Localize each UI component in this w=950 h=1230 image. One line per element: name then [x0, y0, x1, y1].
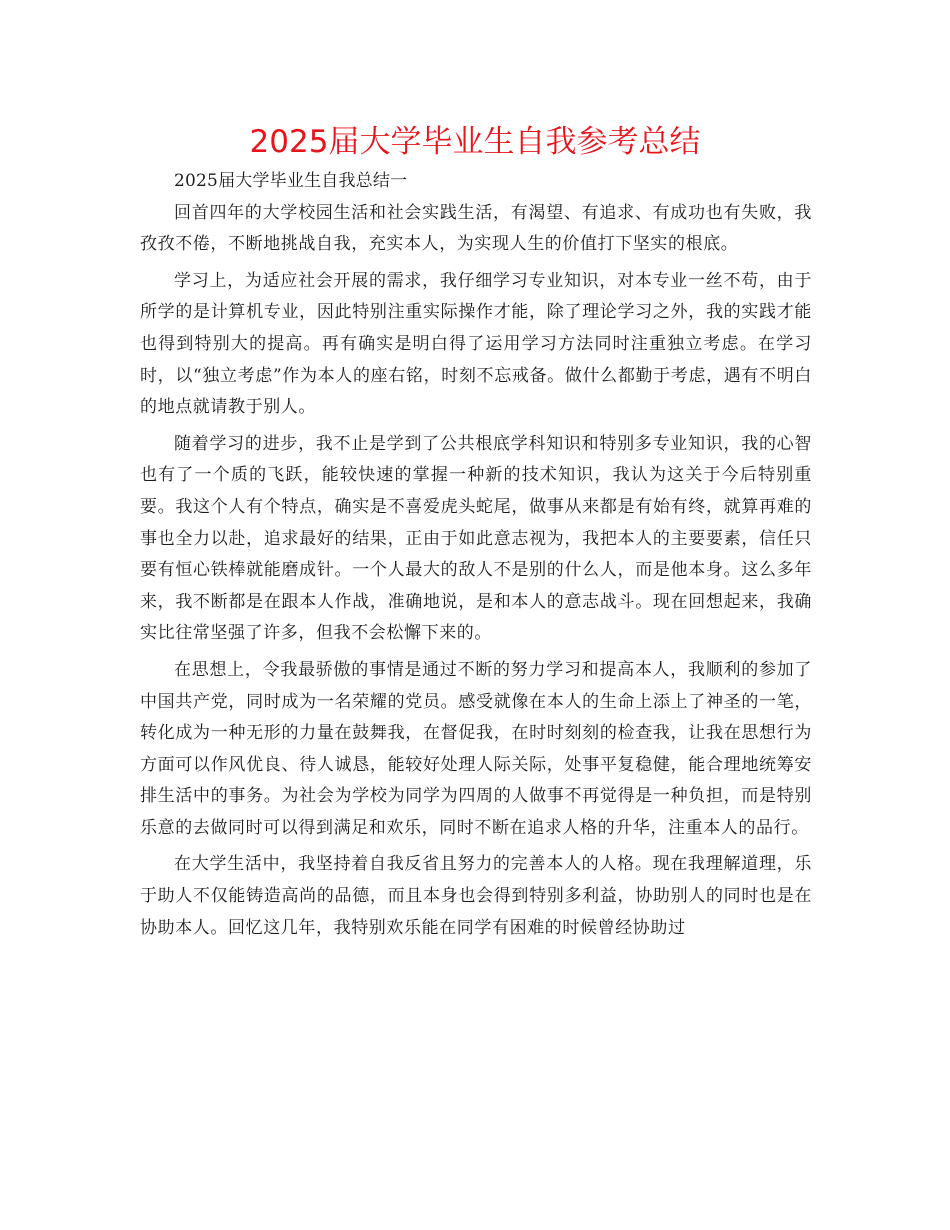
- paragraph-3: 随着学习的进步，我不止是学到了公共根底学科知识和特别多专业知识，我的心智也有了一个质的飞跃，能较快速的掌握一种新的技术知识，我认为这关于今后特别重要。我这个人有个特点，确实是不喜爱虎头蛇尾，做事从来都是有始有终，就算再难的事也全力以赴，追求最好的结果，正由于如此意志视为，我把本人的主要要素，信任只要有恒心铁棒就能磨成针。一个人最大的敌人不是别的什么人，而是他本身。这么多年来，我不断都是在跟本人作战，准确地说，是和本人的意志战斗。现在回想起来，我确实比往常坚强了许多，但我不会松懈下来的。: [140, 433, 812, 644]
- document-title: 2025届大学毕业生自我参考总结: [249, 124, 701, 160]
- paragraph-1: 回首四年的大学校园生活和社会实践生活，有渴望、有追求、有成功也有失败，我孜孜不倦，不断地挑战自我，充实本人，为实现人生的价值打下坚实的根底。: [140, 202, 812, 255]
- document-body: [140, 166, 812, 944]
- paragraph-5: 在大学生活中，我坚持着自我反省且努力的完善本人的人格。现在我理解道理，乐于助人不仅能铸造高尚的品德，而且本身也会得到特别多利益，协助别人的同时也是在协助本人。回忆这几年，我特别欢乐能在同学有困难的时候曾经协助过: [140, 854, 812, 938]
- section-subtitle: 2025届大学毕业生自我总结一: [174, 171, 408, 191]
- paragraph-4: 在思想上，令我最骄傲的事情是通过不断的努力学习和提高本人，我顺利的参加了中国共产党，同时成为一名荣耀的党员。感受就像在本人的生命上添上了神圣的一笔，转化成为一种无形的力量在鼓舞我，在督促我，在时时刻刻的检查我，让我在思想行为方面可以作风优良、待人诚恳，能较好处理人际关际，处事平复稳健，能合理地统筹安排生活中的事务。为社会为学校为同学为四周的人做事不再觉得是一种负担，而是特别乐意的去做同时可以得到满足和欢乐，同时不断在追求人格的升华，注重本人的品行。: [140, 659, 812, 838]
- paragraph-2: 学习上，为适应社会开展的需求，我仔细学习专业知识，对本专业一丝不苟，由于所学的是计算机专业，因此特别注重实际操作才能，除了理论学习之外，我的实践才能也得到特别大的提高。再有确实是明白得了运用学习方法同时注重独立考虑。在学习时，以“独立考虑”作为本人的座右铭，时刻不忘戒备。做什么都勤于考虑，遇有不明白的地点就请教于别人。: [140, 270, 812, 418]
